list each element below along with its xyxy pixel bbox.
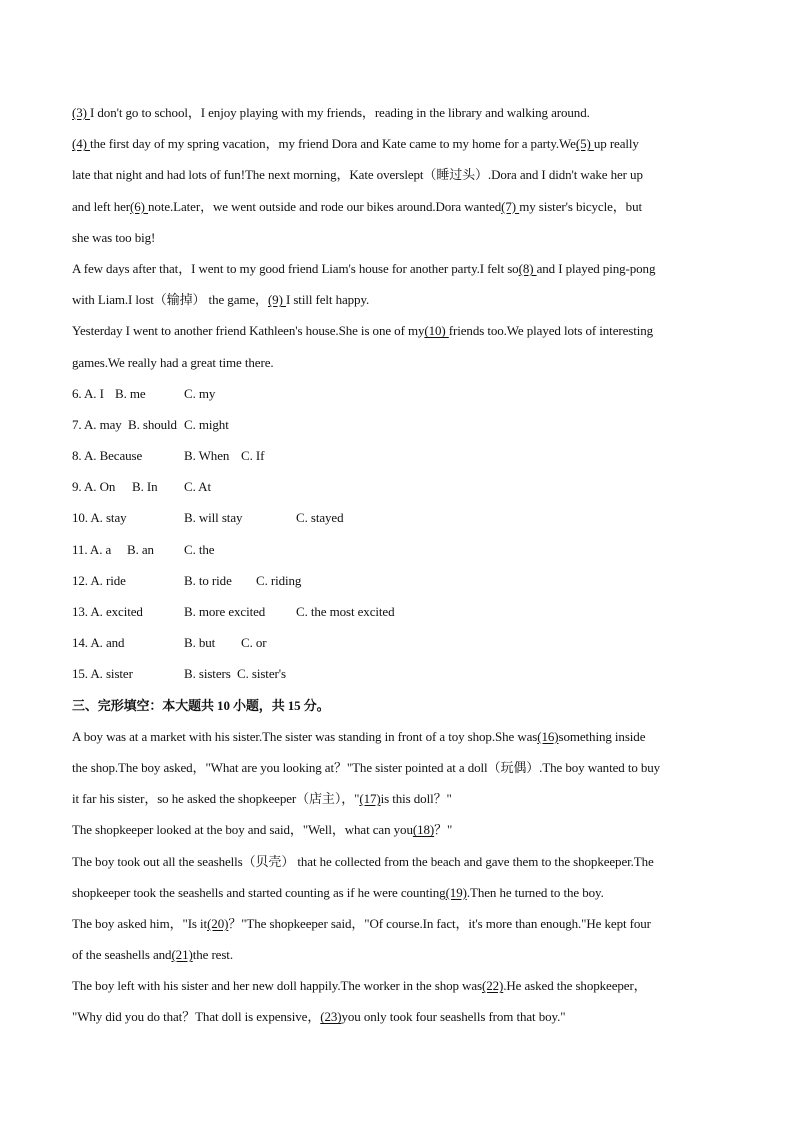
passage-text: you only took four seashells from that boy.": [341, 1009, 566, 1025]
blank-18: (18): [412, 822, 435, 838]
passage1-line: [72, 197, 722, 228]
option-b: B. to ride: [184, 572, 232, 588]
option-c: C. If: [241, 448, 265, 464]
passage2-line: [72, 914, 722, 945]
option-c: C. stayed: [296, 510, 344, 526]
passage-text: A boy was at a market with his sister.The sister was standing in front of a toy shop.She was: [72, 728, 538, 744]
blank-22: (22): [481, 978, 504, 994]
passage1-line: [72, 290, 722, 321]
option-a: 9. A. On: [72, 479, 116, 495]
passage-text: note.Later，we went outside and rode our bikes around.Dora wanted: [148, 198, 502, 214]
blank-10: (10): [424, 323, 449, 339]
passage-text: friends too.We played lots of interesting: [448, 323, 654, 339]
option-row: [72, 602, 722, 633]
passage-text: shopkeeper took the seashells and started counting as if he were counting: [72, 884, 446, 900]
option-c: C. At: [184, 479, 211, 495]
option-b: B. should: [128, 416, 177, 432]
passage2-line: [72, 852, 722, 883]
blank-9: (9): [267, 292, 286, 308]
option-b: B. will stay: [184, 510, 243, 526]
option-c: C. my: [184, 385, 216, 401]
passage-text: A few days after that，I went to my good friend Liam's house for another party.I felt so: [72, 260, 519, 276]
passage2-line: [72, 727, 722, 758]
passage-text: my sister's bicycle，but: [519, 198, 642, 214]
blank-19: (19): [445, 884, 467, 900]
option-b: B. sisters: [184, 666, 231, 682]
passage-text: and I played ping-pong: [536, 260, 656, 276]
passage1-line: [72, 259, 722, 290]
blank-16: (16): [537, 728, 559, 744]
passage2-line: [72, 820, 722, 851]
option-c: C. the most excited: [296, 604, 395, 619]
passage2-line: [72, 976, 722, 1007]
passage-text: the first day of my spring vacation，my friend Dora and Kate came to my home for a party.We: [90, 136, 576, 152]
option-b: B. an: [127, 541, 154, 557]
passage-text: it far his sister，so he asked the shopkeeper（店主），": [72, 791, 360, 807]
blank-7: (7): [501, 198, 520, 214]
option-c: C. sister's: [237, 666, 286, 682]
option-a: 6. A. I: [72, 385, 104, 401]
passage-text: The boy asked him，"Is it: [72, 915, 208, 931]
option-c: C. riding: [256, 572, 302, 588]
passage2-line: [72, 883, 722, 914]
passage2-line: [72, 758, 722, 789]
option-row: [72, 633, 722, 664]
passage-text: .He asked the shopkeeper，: [503, 978, 647, 994]
passage-text: she was too big!: [72, 229, 156, 245]
blank-5: (5): [575, 136, 594, 152]
option-row: [72, 477, 722, 508]
passage1-line: [72, 321, 722, 352]
option-row: [72, 540, 722, 571]
passage1-line: [72, 103, 722, 134]
passage2-line: [72, 945, 722, 976]
blank-3: (3): [72, 105, 91, 120]
option-a: 7. A. may: [72, 416, 122, 432]
passage-text: up really: [593, 136, 639, 152]
section-heading: 三、完形填空：本大题共 10 小题，共 15 分。: [72, 697, 330, 713]
passage-text: with Liam.I lost（输掉） the game，: [72, 292, 268, 308]
option-a: 14. A. and: [72, 635, 125, 651]
passage-text: games.We really had a great time there.: [72, 354, 274, 370]
option-a: 12. A. ride: [72, 572, 126, 588]
passage-text: "Why did you do that？That doll is expensive，: [72, 1009, 321, 1025]
passage-text: Yesterday I went to another friend Kathleen's house.She is one of my: [72, 323, 425, 339]
passage-text: something inside: [558, 728, 646, 744]
passage-text: ？"The shopkeeper said，"Of course.In fact，it's more than enough."He kept four: [228, 915, 651, 931]
option-a: 8. A. Because: [72, 448, 143, 464]
option-row: [72, 664, 722, 695]
blank-23: (23): [320, 1009, 342, 1025]
passage-text: and left her: [72, 198, 130, 214]
passage1-line: [72, 353, 722, 384]
option-c: C. or: [241, 635, 267, 651]
passage2-line: [72, 789, 722, 820]
passage-text: is this doll？": [380, 791, 452, 807]
blank-8: (8): [518, 260, 537, 276]
option-a: 11. A. a: [72, 541, 112, 557]
option-b: B. more excited: [184, 604, 266, 619]
passage-text: The boy left with his sister and her new doll happily.The worker in the shop was: [72, 978, 482, 994]
option-a: 10. A. stay: [72, 510, 127, 526]
passage-text: .Then he turned to the boy.: [466, 884, 604, 900]
passage-text: of the seashells and: [72, 947, 172, 963]
passage-text: the rest.: [192, 947, 233, 963]
option-b: B. but: [184, 635, 216, 651]
blank-17: (17): [359, 791, 381, 807]
passage-text: The shopkeeper looked at the boy and said，"Well，what can you: [72, 822, 413, 838]
blank-20: (20): [207, 915, 229, 931]
passage-text: late that night and had lots of fun!The next morning，Kate overslept（睡过头）.Dora and I didn't wake her up: [72, 167, 643, 183]
passage-text: the shop.The boy asked，"What are you looking at？"The sister pointed at a doll（玩偶）.The boy wanted to buy: [72, 759, 661, 775]
passage1-line: [72, 165, 722, 196]
option-row: [72, 508, 722, 539]
option-row: [72, 415, 722, 446]
option-row: [72, 571, 722, 602]
option-b: B. In: [132, 479, 158, 495]
option-b: B. me: [115, 385, 146, 401]
option-c: C. might: [184, 416, 229, 432]
blank-4: (4): [72, 136, 91, 152]
passage-text: The boy took out all the seashells（贝壳） that he collected from the beach and gave them to the shopkeeper.The: [72, 853, 654, 869]
passage-text: ？": [434, 822, 453, 838]
option-a: 15. A. sister: [72, 666, 133, 682]
option-b: B. When: [184, 448, 230, 464]
option-c: C. the: [184, 541, 215, 557]
passage1-line: [72, 134, 722, 165]
passage2-line: [72, 1007, 722, 1038]
passage1-line: [72, 228, 722, 259]
blank-21: (21): [171, 947, 193, 963]
option-a: 13. A. excited: [72, 604, 143, 619]
option-row: [72, 384, 722, 415]
blank-6: (6): [130, 198, 149, 214]
passage-text: I still felt happy.: [285, 292, 370, 308]
option-row: [72, 446, 722, 477]
passage-text: I don't go to school，I enjoy playing with my friends，reading in the library and walking around.: [90, 105, 590, 120]
